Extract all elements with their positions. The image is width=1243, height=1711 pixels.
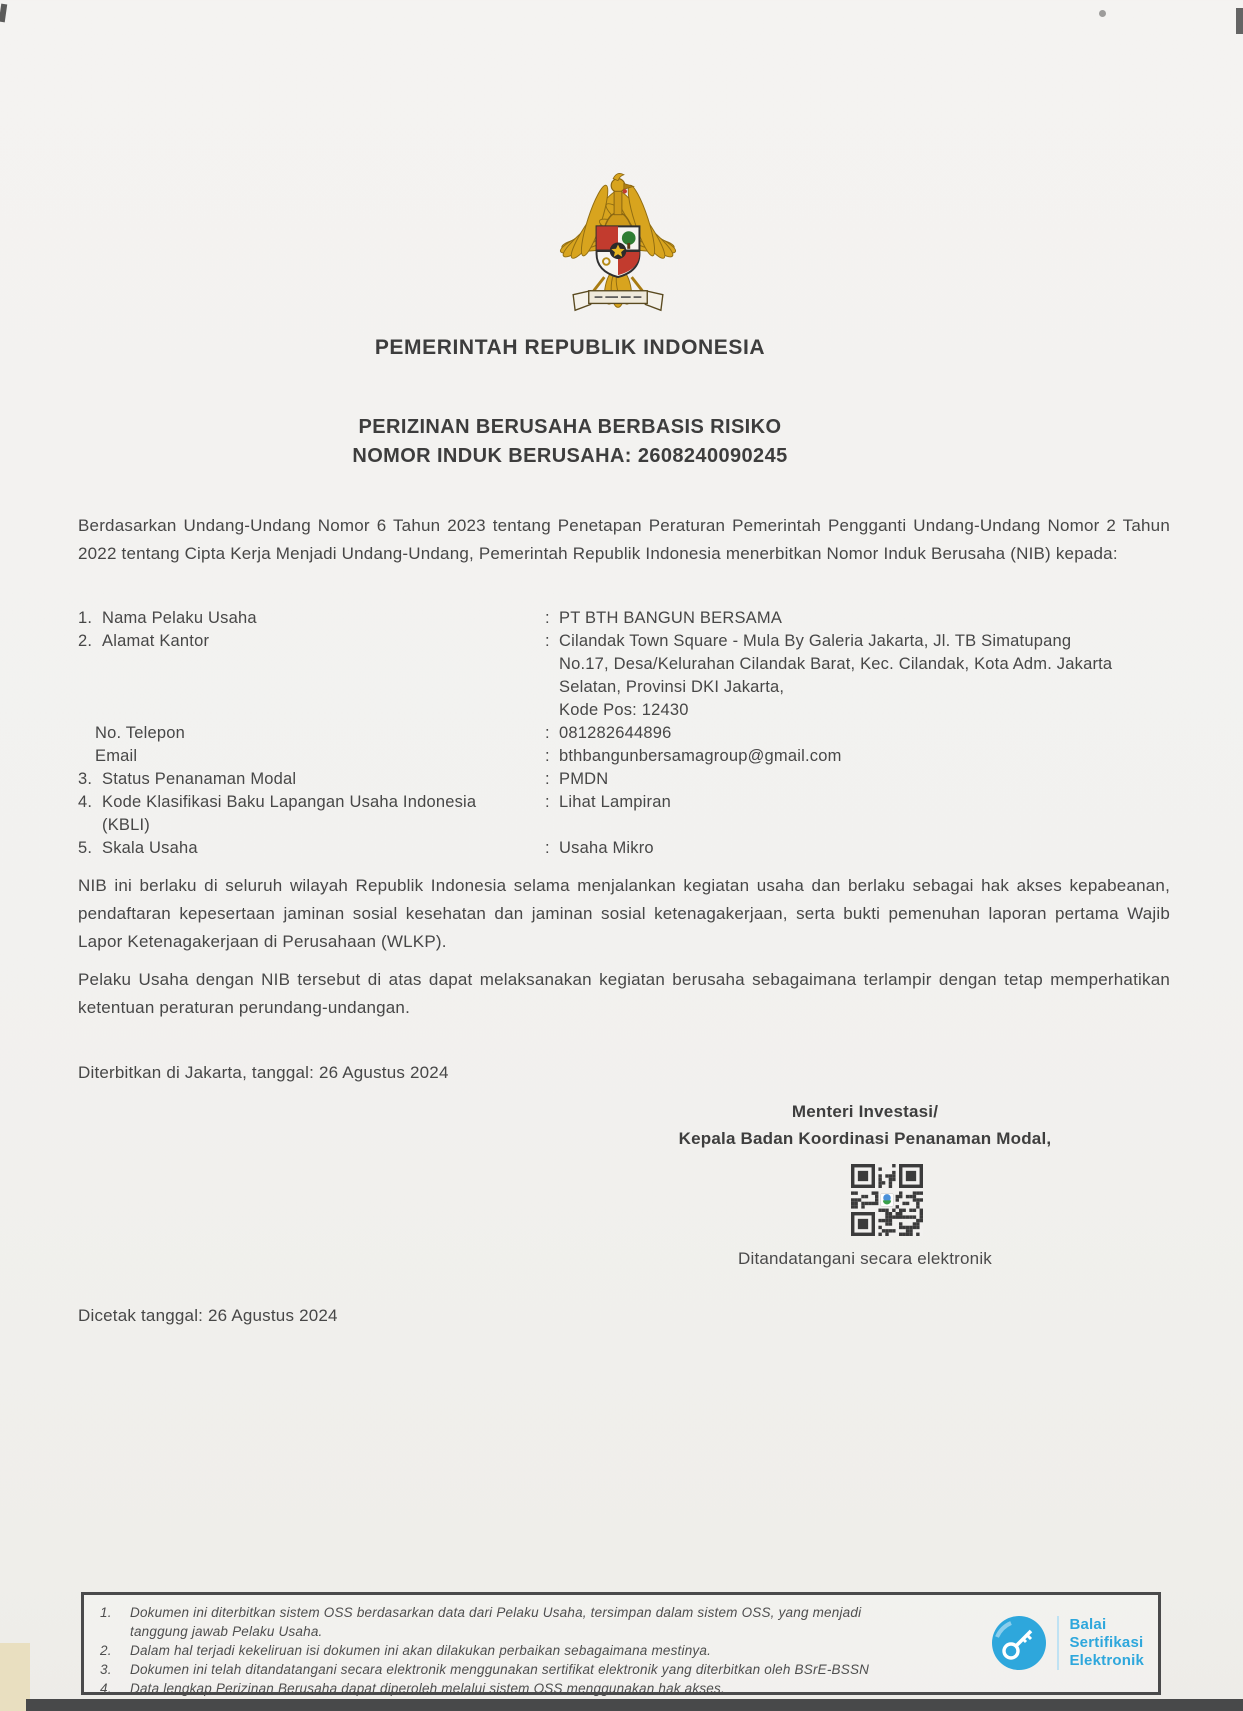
footer-notes [100,1603,900,1698]
document-title: PERIZINAN BERUSAHA BERBASIS RISIKO [358,416,782,438]
field-status-penanaman-modal [78,768,1122,791]
signatory-title-2: Kepala Badan Koordinasi Penanaman Modal, [678,1129,1052,1148]
field-number: 3. [78,770,93,788]
address-line: Kode Pos: 12430 [559,701,689,719]
field-colon: : [545,609,550,627]
scan-speck [1099,10,1106,17]
field-value: PT BTH BANGUN BERSAMA [559,609,783,627]
qr-code-icon [851,1164,923,1236]
issued-line: Diterbitkan di Jakarta, tanggal: 26 Agustus 2024 [78,1063,449,1082]
field-value [559,630,1122,722]
bsre-line-1: Balai [1069,1616,1107,1633]
field-value: bthbangunbersamagroup@gmail.com [559,747,842,765]
document-number: NOMOR INDUK BERUSAHA: 2608240090245 [352,445,788,467]
field-label: Email [95,747,138,765]
government-title: PEMERINTAH REPUBLIK INDONESIA [374,336,766,359]
field-colon: : [545,632,550,650]
field-kbli [78,791,1122,837]
nib-validity-paragraph: NIB ini berlaku di seluruh wilayah Republik Indonesia selama menjalankan kegiatan usaha dan berlaku sebagai hak akses kepabeanan, pendaftaran kepesertaan jaminan sosial kesehatan dan jaminan sosial ketenagakerjaan, serta bukti pemenuhan laporan pertama Wajib Lapor Ketenagakerjaan di Perusahaan (WLKP). [78,876,1170,951]
note-text: Dokumen ini telah ditandatangani secara elektronik menggunakan sertifikat elektronik yang diterbitkan oleh BSrE-BSSN [130,1662,870,1677]
bsre-logo-text [1069,1616,1144,1670]
field-nama-pelaku-usaha [78,607,1122,630]
note-text: Dokumen ini diterbitkan sistem OSS berdasarkan data dari Pelaku Usaha, tersimpan dalam sistem OSS, yang menjadi tanggung jawab Pelaku Usaha. [130,1605,862,1639]
field-alamat-kantor [78,630,1122,722]
intro-paragraph: Berdasarkan Undang-Undang Nomor 6 Tahun 2023 tentang Penetapan Peraturan Pemerintah Pengganti Undang-Undang Nomor 2 Tahun 2022 tentang Cipta Kerja Menjadi Undang-Undang, Pemerintah Republik Indonesia menerbitkan Nomor Induk Berusaha (NIB) kepada: [78,516,1170,563]
note-text: Dalam hal terjadi kekeliruan isi dokumen ini akan dilakukan perbaikan sebagaimana mestinya. [130,1643,712,1658]
garuda-pancasila-emblem [540,150,696,334]
footer-note [100,1679,900,1698]
field-label: Nama Pelaku Usaha [102,609,257,627]
pelaku-usaha-paragraph: Pelaku Usaha dengan NIB tersebut di atas dapat melaksanakan kegiatan berusaha sebagaimana terlampir dengan tetap memperhatikan ketentuan peraturan perundang-undangan. [78,970,1170,1017]
qr-code [851,1164,923,1241]
field-skala-usaha [78,837,1122,860]
field-number: 5. [78,839,93,857]
scan-edge-strip [26,1699,1243,1711]
field-no-telepon [78,722,1122,745]
printed-line: Dicetak tanggal: 26 Agustus 2024 [78,1306,338,1325]
address-line: Cilandak Town Square - Mula By Galeria Jakarta, Jl. TB Simatupang [559,632,1072,650]
field-number: 4. [78,793,93,811]
field-label: Skala Usaha [102,839,198,857]
field-number: 1. [78,609,93,627]
field-value: Usaha Mikro [559,839,654,857]
field-colon: : [545,793,550,811]
field-label: Status Penanaman Modal [102,770,297,788]
field-colon: : [545,747,550,765]
note-number: 1. [100,1605,112,1620]
address-line: No.17, Desa/Kelurahan Cilandak Barat, Kec. Cilandak, Kota Adm. Jakarta [559,655,1113,673]
field-label: Alamat Kantor [102,632,210,650]
note-text: Data lengkap Perizinan Berusaha dapat diperoleh melalui sistem OSS menggunakan hak akses. [130,1681,725,1696]
scan-speck [1236,8,1243,34]
footer-note [100,1603,900,1641]
field-value: Lihat Lampiran [559,793,671,811]
field-label: No. Telepon [95,724,185,742]
signatory-title-1: Menteri Investasi/ [791,1102,939,1121]
scan-speck [0,4,7,23]
field-colon: : [545,770,550,788]
footer-note [100,1641,900,1660]
field-colon: : [545,839,550,857]
fields-list [78,607,1122,860]
garuda-icon [540,150,696,334]
bsre-line-2: Sertifikasi [1069,1634,1144,1651]
kbli-label-line2: (KBLI) [102,816,150,834]
address-line: Selatan, Provinsi DKI Jakarta, [559,678,785,696]
bsre-logo [991,1615,1144,1671]
footer-notes-box [81,1592,1161,1695]
kbli-label-line: Kode Klasifikasi Baku Lapangan Usaha Indonesia [102,793,477,811]
field-colon: : [545,724,550,742]
field-value: 081282644896 [559,724,672,742]
footer-note [100,1660,900,1679]
signature-block [485,1098,1243,1269]
note-number: 3. [100,1662,112,1677]
field-label [102,791,545,837]
field-email [78,745,1122,768]
field-value: PMDN [559,770,609,788]
bsre-divider [1057,1616,1059,1670]
field-number: 2. [78,632,93,650]
note-number: 2. [100,1643,112,1658]
bsre-line-3: Elektronik [1069,1652,1144,1669]
bsre-globe-key-icon [991,1615,1047,1671]
esign-caption: Ditandatangani secara elektronik [738,1249,992,1268]
note-number: 4. [100,1681,112,1696]
